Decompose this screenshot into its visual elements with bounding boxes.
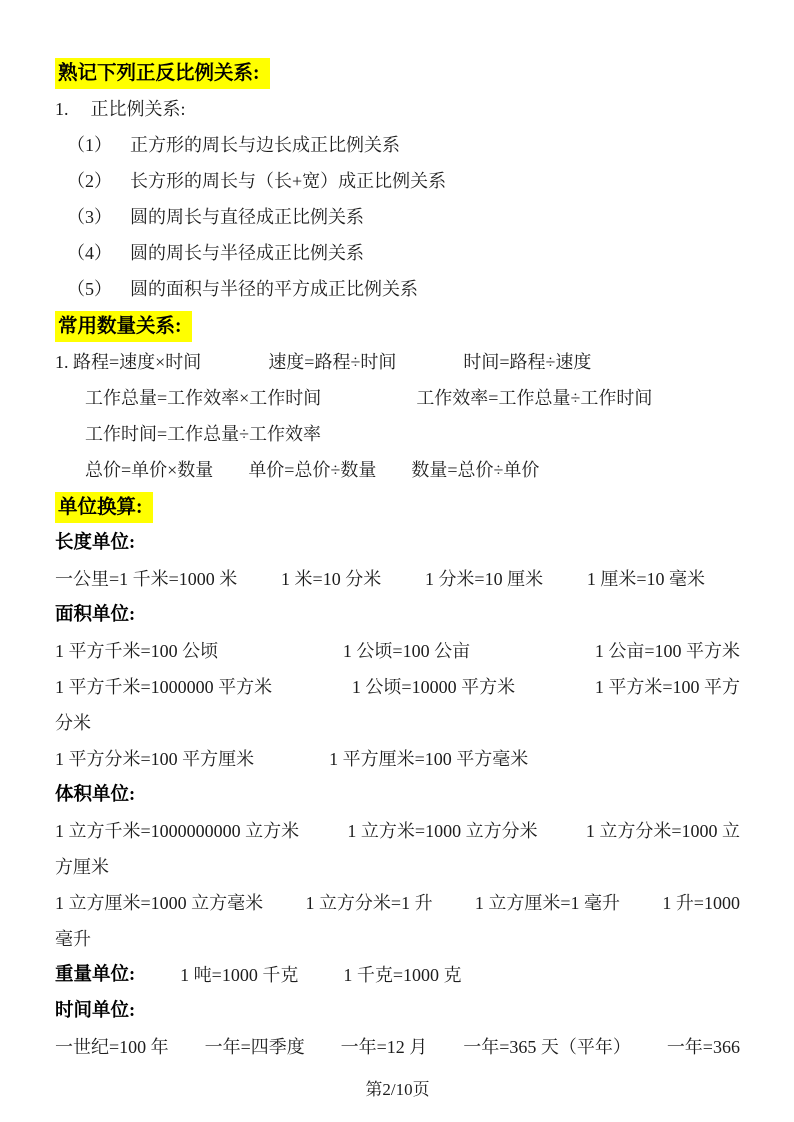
conversion-segment: 1 立方厘米=1000 立方毫米: [55, 893, 264, 913]
conversion-segment: 一年=四季度: [204, 1037, 305, 1057]
proportion-intro-text: 正比例关系:: [90, 99, 186, 119]
volume-units-row-1-continuation: 方厘米: [55, 857, 109, 877]
highlighted-heading-units: 单位换算:: [55, 492, 153, 523]
section-proportion-heading-row: [55, 54, 740, 91]
proportion-item-number: （5）: [67, 279, 112, 299]
conversion-segment: 一世纪=100 年: [55, 1037, 169, 1057]
formula-segment: 数量=总价÷单价: [411, 460, 540, 480]
formula-segment: 单价=总价÷数量: [248, 460, 377, 480]
conversion-segment: 1 公亩=100 平方米: [594, 641, 740, 661]
length-units-row: [55, 561, 705, 597]
weight-units-title: 重量单位:: [55, 965, 136, 985]
conversion-segment: 1 立方千米=1000000000 立方米: [55, 821, 300, 841]
highlighted-heading-quantity: 常用数量关系:: [55, 311, 192, 342]
conversion-segment: 1 升=1000: [662, 893, 740, 913]
proportion-item: [55, 235, 740, 271]
proportion-item-number: （1）: [67, 135, 112, 155]
conversion-segment: 一年=12 月: [340, 1037, 428, 1057]
page-number-footer: 第2/10页: [365, 1080, 430, 1099]
proportion-item-text: 圆的面积与半径的平方成正比例关系: [130, 279, 418, 299]
proportion-item: [55, 199, 740, 235]
conversion-segment: 1 平方米=100 平方: [594, 677, 740, 697]
volume-units-title: 体积单位:: [55, 785, 136, 805]
conversion-segment: 1 平方分米=100 平方厘米: [55, 749, 255, 769]
conversion-segment: 1 厘米=10 毫米: [586, 569, 705, 589]
formula-row-work: [85, 380, 740, 416]
proportion-item-text: 圆的周长与直径成正比例关系: [130, 207, 364, 227]
time-units-title: 时间单位:: [55, 1001, 136, 1021]
proportion-item-text: 圆的周长与半径成正比例关系: [130, 243, 364, 263]
conversion-segment: 1 立方米=1000 立方分米: [347, 821, 538, 841]
area-units-row-3: [55, 741, 740, 777]
formula-segment: 总价=单价×数量: [85, 460, 214, 480]
section-quantity-heading-row: [55, 307, 740, 344]
conversion-segment: 一公里=1 千米=1000 米: [55, 569, 238, 589]
proportion-item-number: （2）: [67, 171, 112, 191]
formula-row-worktime: [85, 416, 740, 452]
proportion-item: [55, 127, 740, 163]
formula-row-distance: [55, 344, 740, 380]
conversion-segment: 1 平方千米=1000000 平方米: [55, 677, 273, 697]
proportion-item-number: （4）: [67, 243, 112, 263]
proportion-intro: [55, 91, 740, 127]
conversion-segment: 1 立方分米=1 升: [305, 893, 433, 913]
area-units-title: 面积单位:: [55, 605, 136, 625]
conversion-segment: 1 分米=10 厘米: [424, 569, 544, 589]
area-units-row-1: [55, 633, 740, 669]
proportion-item-text: 长方形的周长与（长+宽）成正比例关系: [130, 171, 447, 191]
conversion-segment: 1 立方厘米=1 毫升: [474, 893, 621, 913]
conversion-segment: 1 公顷=100 公亩: [342, 641, 471, 661]
weight-units-row: [55, 957, 740, 993]
conversion-segment: 1 立方分米=1000 立: [585, 821, 740, 841]
conversion-segment: 1 平方千米=100 公顷: [55, 641, 219, 661]
highlighted-heading-proportion: 熟记下列正反比例关系:: [55, 58, 270, 89]
section-units-heading-row: [55, 488, 740, 525]
formula-segment: 1. 路程=速度×时间: [55, 352, 202, 372]
formula-segment: 工作效率=工作总量÷工作时间: [416, 388, 653, 408]
formula-segment: 速度=路程÷时间: [268, 352, 397, 372]
proportion-intro-number: 1.: [55, 99, 69, 119]
proportion-item-number: （3）: [67, 207, 112, 227]
conversion-segment: 一年=366: [666, 1037, 740, 1057]
proportion-item-text: 正方形的周长与边长成正比例关系: [130, 135, 400, 155]
conversion-segment: 1 米=10 分米: [281, 569, 382, 589]
proportion-item: [55, 163, 740, 199]
formula-segment: 工作时间=工作总量÷工作效率: [85, 424, 322, 444]
volume-units-row-2: [55, 885, 740, 921]
volume-units-row-1: [55, 813, 740, 849]
conversion-segment: 一年=365 天（平年）: [463, 1037, 631, 1057]
formula-segment: 工作总量=工作效率×工作时间: [85, 388, 322, 408]
formula-segment: 时间=路程÷速度: [463, 352, 592, 372]
volume-units-row-2-continuation: 毫升: [55, 929, 91, 949]
time-units-row: [55, 1029, 740, 1065]
length-units-title: 长度单位:: [55, 533, 136, 553]
area-units-row-2: [55, 669, 740, 705]
conversion-segment: 1 平方厘米=100 平方毫米: [329, 749, 529, 769]
conversion-segment: 1 千克=1000 克: [343, 965, 462, 985]
proportion-item: [55, 271, 740, 307]
formula-row-price: [85, 452, 740, 488]
conversion-segment: 1 公顷=10000 平方米: [351, 677, 516, 697]
area-units-row-2-continuation: 分米: [55, 713, 91, 733]
conversion-segment: 1 吨=1000 千克: [180, 965, 299, 985]
